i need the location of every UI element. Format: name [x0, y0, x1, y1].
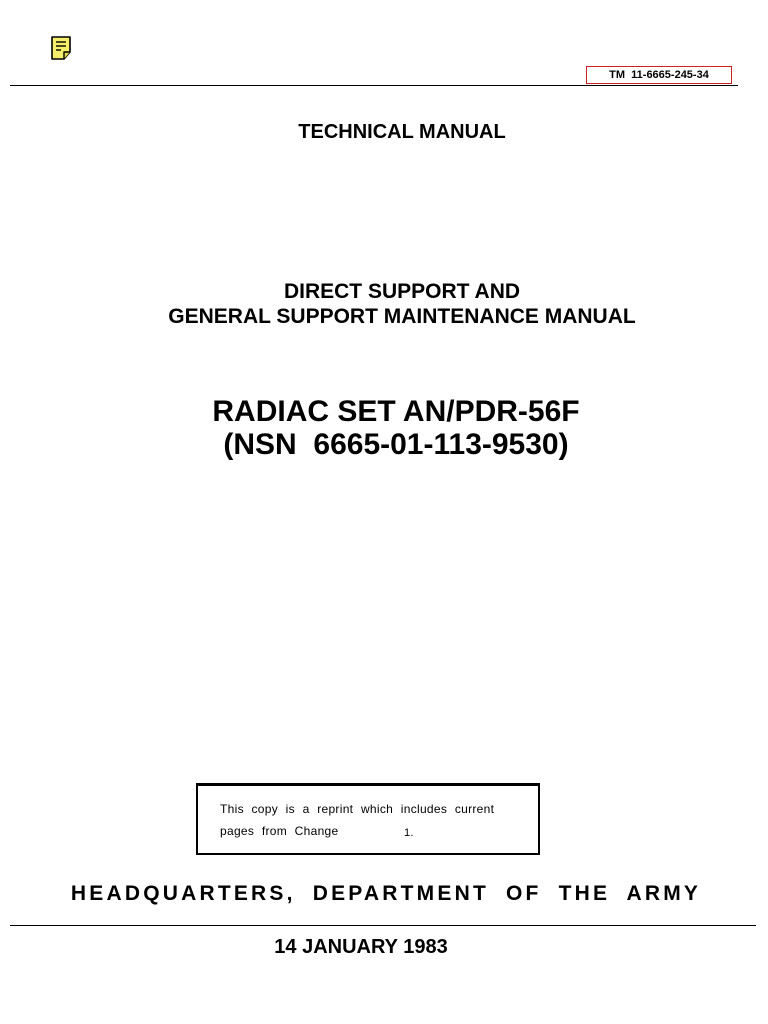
reprint-notice-box [196, 783, 540, 855]
reprint-notice-line-2: pages from Change [220, 824, 339, 838]
subtitle-line-2: GENERAL SUPPORT MAINTENANCE MANUAL [168, 305, 636, 328]
footer-divider [10, 925, 756, 926]
reprint-notice-line-1: This copy is a reprint which includes current [220, 802, 495, 816]
main-title-line-1: RADIAC SET AN/PDR-56F [212, 395, 580, 428]
reprint-change-number: 1. [404, 827, 414, 839]
organization-heading: HEADQUARTERS, DEPARTMENT OF THE ARMY [70, 882, 702, 905]
document-type-heading: TECHNICAL MANUAL [298, 121, 506, 143]
main-title-line-2: (NSN 6665-01-113-9530) [223, 428, 569, 461]
subtitle-line-1: DIRECT SUPPORT AND [283, 280, 521, 303]
header-divider [10, 85, 738, 86]
sticky-note-icon[interactable] [50, 36, 72, 60]
publication-date: 14 JANUARY 1983 [274, 936, 448, 958]
tm-number-badge: TM 11-6665-245-34 [586, 66, 732, 84]
